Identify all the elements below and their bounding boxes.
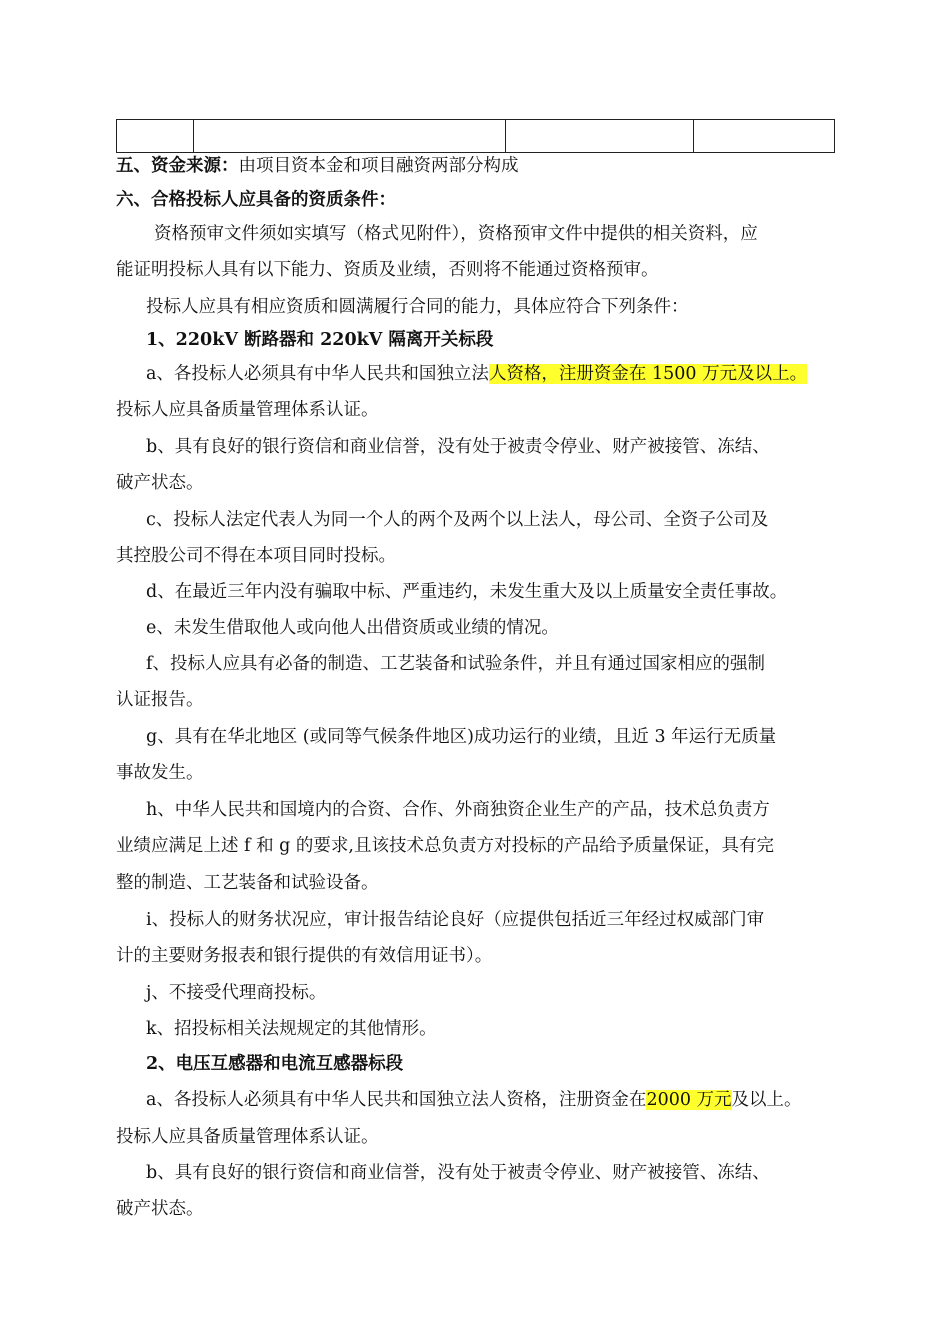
- lot1-item-h-line2: 业绩应满足上述 f 和 g 的要求,且该技术总负责方对投标的产品给予质量保证，具有完: [116, 836, 774, 856]
- section5-heading: 五、资金来源：: [116, 156, 239, 176]
- lot1-item-f-line1: f、投标人应具有必备的制造、工艺装备和试验条件，并且有通过国家相应的强制: [146, 654, 765, 674]
- lot2-a-text-end: 及以上。: [731, 1090, 802, 1110]
- lot2-a-continued: 投标人应具备质量管理体系认证。: [116, 1127, 379, 1147]
- funding-source-line: [116, 155, 841, 177]
- lot1-item-c-line2: 其控股公司不得在本项目同时投标。: [116, 546, 396, 566]
- lot2-a-text: a、各投标人必须具有中华人民共和国独立法人资格，注册资金在: [146, 1090, 647, 1110]
- table-cell: [194, 120, 506, 153]
- intro-line-2: 能证明投标人具有以下能力、资质及业绩，否则将不能通过资格预审。: [116, 260, 659, 280]
- lot1-item-j: j、不接受代理商投标。: [146, 983, 327, 1003]
- highlighted-text: 人资格，注册资金在 1500 万元及以上。: [488, 364, 808, 384]
- table-cell: [694, 120, 835, 153]
- lot1-item-g-line1: g、具有在华北地区 (或同等气候条件地区)成功运行的业绩，且近 3 年运行无质量: [146, 727, 777, 747]
- lot1-item-c-line1: c、投标人法定代表人为同一个人的两个及两个以上法人，母公司、全资子公司及: [146, 510, 769, 530]
- table-cell: [506, 120, 694, 153]
- lot2-item-a: [146, 1089, 871, 1111]
- lot1-item-b-line2: 破产状态。: [116, 473, 204, 493]
- table-row: [117, 120, 835, 153]
- lot1-a-text: a、各投标人必须具有中华人民共和国独立法: [146, 364, 489, 384]
- lot1-item-i-line2: 计的主要财务报表和银行提供的有效信用证书）。: [116, 946, 493, 966]
- table-fragment: [116, 119, 835, 153]
- intro-line-1: 资格预审文件须如实填写（格式见附件），资格预审文件中提供的相关资料，应: [154, 224, 758, 244]
- lot1-item-h-line1: h、中华人民共和国境内的合资、合作、外商独资企业生产的产品，技术总负责方: [146, 800, 770, 820]
- lot1-title: 1、220kV 断路器和 220kV 隔离开关标段: [146, 330, 494, 350]
- intro-line-3: 投标人应具有相应资质和圆满履行合同的能力，具体应符合下列条件：: [146, 297, 689, 317]
- section6-heading: 六、合格投标人应具备的资质条件：: [116, 190, 396, 210]
- lot1-item-a: [146, 363, 871, 385]
- table-cell: [117, 120, 194, 153]
- lot2-item-b-line2: 破产状态。: [116, 1199, 204, 1219]
- lot1-item-g-line2: 事故发生。: [116, 763, 204, 783]
- lot1-item-k: k、招投标相关法规规定的其他情形。: [146, 1019, 437, 1039]
- lot1-item-b-line1: b、具有良好的银行资信和商业信誉，没有处于被责令停业、财产被接管、冻结、: [146, 437, 770, 457]
- highlighted-text: 2000 万元: [646, 1090, 732, 1110]
- lot2-title: 2、电压互感器和电流互感器标段: [146, 1054, 404, 1074]
- lot1-item-e: e、未发生借取他人或向他人出借资质或业绩的情况。: [146, 618, 559, 638]
- lot1-item-d: d、在最近三年内没有骗取中标、严重违约，未发生重大及以上质量安全责任事故。: [146, 582, 788, 602]
- lot2-item-b-line1: b、具有良好的银行资信和商业信誉，没有处于被责令停业、财产被接管、冻结、: [146, 1163, 770, 1183]
- section5-text: 由项目资本金和项目融资两部分构成: [238, 156, 519, 176]
- lot1-a-continued: 投标人应具备质量管理体系认证。: [116, 400, 379, 420]
- lot1-item-i-line1: i、投标人的财务状况应，审计报告结论良好（应提供包括近三年经过权威部门审: [146, 910, 765, 930]
- lot1-item-h-line3: 整的制造、工艺装备和试验设备。: [116, 873, 379, 893]
- lot1-item-f-line2: 认证报告。: [116, 690, 204, 710]
